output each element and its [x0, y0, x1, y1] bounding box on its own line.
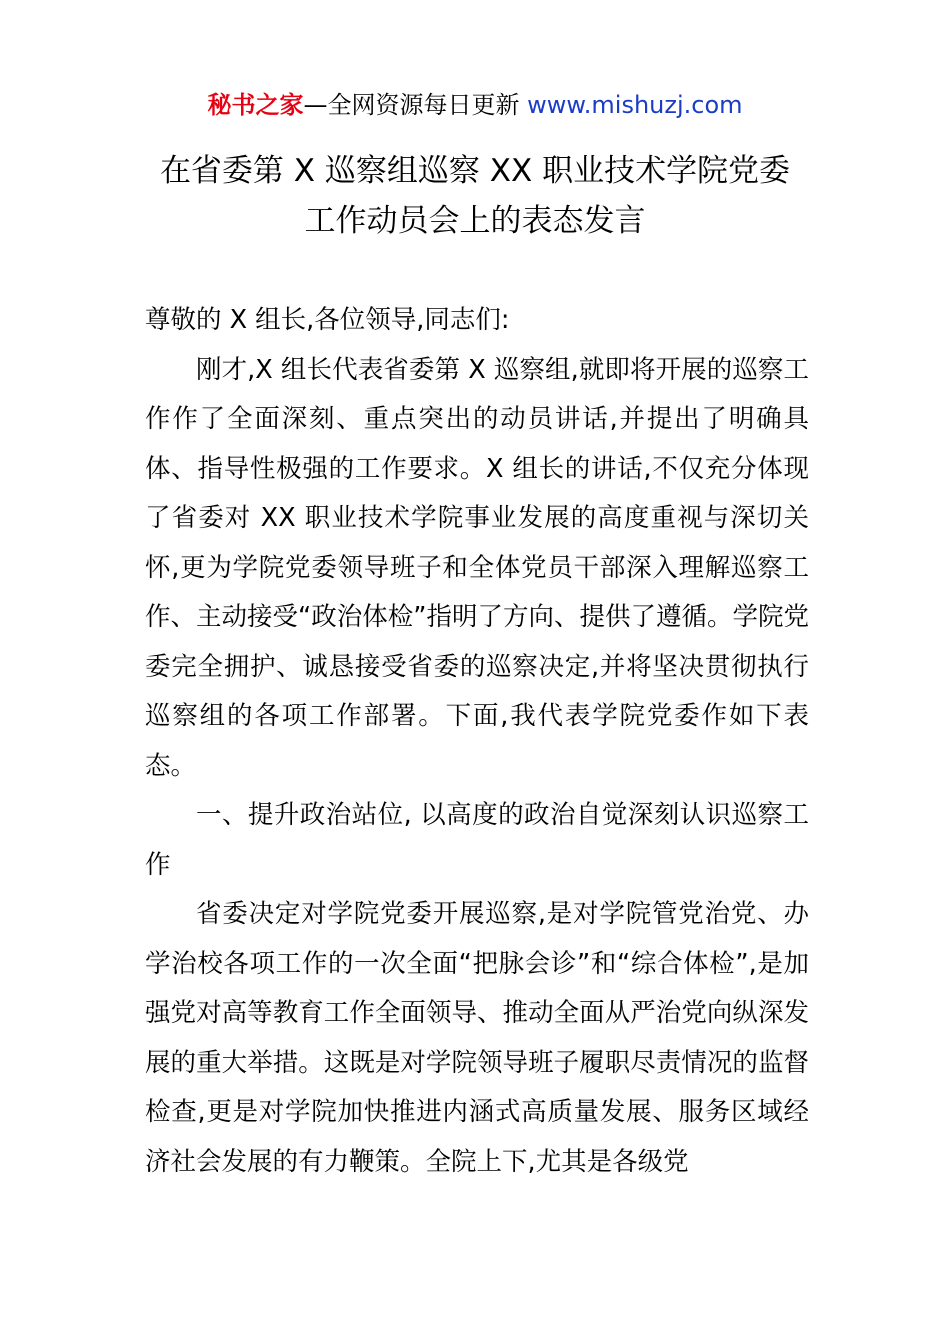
paragraph-section-1: 省委决定对学院党委开展巡察,是对学院管党治党、办学治校各项工作的一次全面“把脉会诊”和“综合体检”,是加强党对高等教育工作全面领导、推动全面从严治党向纵深发展的重大举措。这既是对学院领导班子履职尽责情况的监督检查,更是对学院加快推进内涵式高质量发展、服务区域经济社会发展的有力鞭策。全院上下,尤其是各级党	[145, 899, 809, 1177]
header-banner	[0, 88, 950, 122]
document-title	[100, 146, 850, 246]
section-heading-1: 一、提升政治站位, 以高度的政治自觉深刻认识巡察工作	[145, 800, 809, 880]
title-line-2: 工作动员会上的表态发言	[304, 203, 646, 239]
salutation: 尊敬的 X 组长,各位领导,同志们:	[145, 305, 510, 335]
document-body	[145, 296, 809, 1187]
paragraph-opening: 刚才,X 组长代表省委第 X 巡察组,就即将开展的巡察工作作了全面深刻、重点突出的动员讲话,并提出了明确具体、指导性极强的工作要求。X 组长的讲话,不仅充分体现了省委对 XX 职业技术学院事业发展的高度重视与深切关怀,更为学院党委领导班子和全体党员干部深入理解巡察工作、主动接受“政治体检”指明了方向、提供了遵循。学院党委完全拥护、诚恳接受省委的巡察决定,并将坚决贯彻执行巡察组的各项工作部署。下面,我代表学院党委作如下表态。	[145, 354, 809, 781]
header-tagline: —全网资源每日更新	[303, 91, 528, 119]
title-line-1: 在省委第 X 巡察组巡察 XX 职业技术学院党委	[159, 153, 791, 189]
brand-name: 秘书之家	[207, 91, 304, 119]
site-link[interactable]: www.mishuzj.com	[527, 91, 743, 119]
